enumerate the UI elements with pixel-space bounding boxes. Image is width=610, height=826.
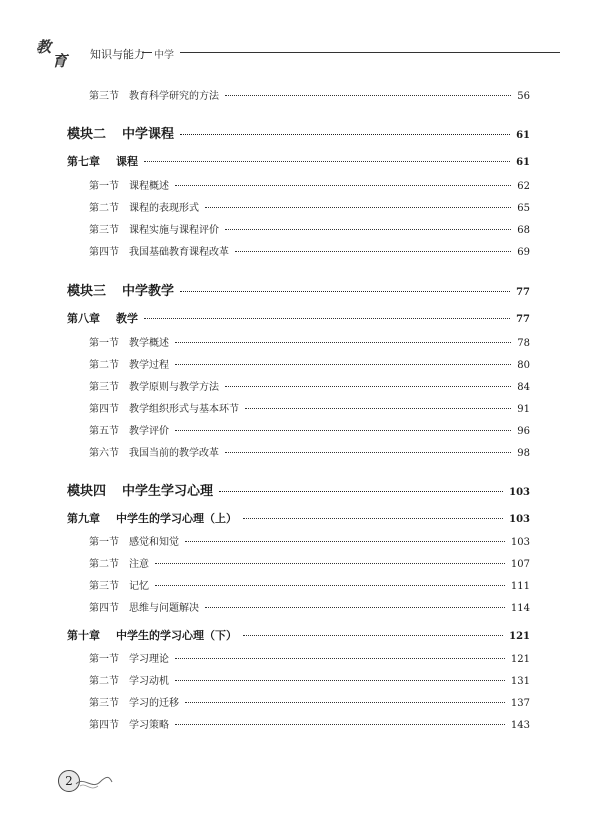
toc-label: 第六节 我国当前的教学改革	[89, 448, 219, 459]
dot-leader	[243, 635, 503, 636]
toc-page-number: 78	[517, 338, 530, 349]
toc-label: 第二节 教学过程	[89, 360, 169, 371]
toc-label: 第三节 课程实施与课程评价	[89, 225, 219, 236]
toc-label: 模块四 中学生学习心理	[67, 484, 214, 499]
toc-section-row[interactable]	[89, 652, 530, 668]
toc-page-number: 69	[517, 247, 530, 258]
toc-section-row[interactable]	[89, 402, 530, 418]
toc-chapter-row[interactable]	[67, 154, 530, 170]
flourish-ornament	[74, 770, 114, 794]
toc-section-row[interactable]	[89, 601, 530, 617]
toc-section-row[interactable]	[89, 336, 530, 352]
toc-page-number: 114	[510, 603, 530, 614]
toc-module-row[interactable]	[67, 484, 530, 500]
dot-leader	[205, 207, 511, 208]
toc-section-row[interactable]	[89, 535, 530, 551]
toc-page-number: 143	[510, 720, 530, 731]
dot-leader	[185, 702, 505, 703]
toc-page-number: 56	[517, 91, 530, 102]
toc-section-row[interactable]	[89, 223, 530, 239]
toc-label: 第二节 注意	[89, 559, 149, 570]
dot-leader	[225, 452, 511, 453]
dot-leader	[245, 408, 511, 409]
dot-leader	[175, 364, 511, 365]
toc-label: 第四节 我国基础教育课程改革	[89, 247, 229, 258]
toc-section-row[interactable]	[89, 718, 530, 734]
toc-page-number: 77	[516, 287, 530, 298]
dot-leader	[205, 607, 505, 608]
toc-label: 第三节 学习的迁移	[89, 698, 179, 709]
dot-leader	[155, 563, 505, 564]
toc-section-row[interactable]	[89, 245, 530, 261]
toc-label: 第三节 教育科学研究的方法	[89, 91, 219, 102]
toc-label: 第九章 中学生的学习心理（上）	[67, 512, 237, 525]
logo-char-1: 教	[36, 38, 51, 56]
dot-leader	[219, 491, 503, 492]
toc-module-row[interactable]	[67, 284, 530, 300]
toc-label: 第七章 课程	[67, 155, 138, 168]
toc-page-number: 121	[510, 654, 530, 665]
toc-page-number: 111	[510, 581, 530, 592]
dot-leader	[180, 291, 510, 292]
dot-leader	[175, 658, 505, 659]
toc-page-number: 77	[516, 314, 530, 325]
toc-page-number: 107	[510, 559, 530, 570]
page-footer	[48, 768, 118, 798]
logo-char-2: 育	[52, 52, 67, 70]
header-divider	[142, 52, 152, 53]
toc-label: 第二节 课程的表现形式	[89, 203, 199, 214]
dot-leader	[175, 680, 505, 681]
header-title: 知识与能力	[90, 48, 145, 61]
toc-page-number: 131	[510, 676, 530, 687]
toc-section-row[interactable]	[89, 696, 530, 712]
logo	[34, 38, 86, 72]
dot-leader	[175, 342, 511, 343]
toc-section-row[interactable]	[89, 380, 530, 396]
toc-label: 第四节 学习策略	[89, 720, 169, 731]
toc-page-number: 98	[517, 448, 530, 459]
header-rule	[180, 52, 560, 53]
toc-label: 第二节 学习动机	[89, 676, 169, 687]
running-header	[30, 36, 540, 76]
dot-leader	[175, 185, 511, 186]
toc-page-number: 61	[516, 130, 530, 141]
toc-page-number: 121	[509, 631, 530, 642]
toc-label: 第一节 课程概述	[89, 181, 169, 192]
toc-chapter-row[interactable]	[67, 628, 530, 644]
toc-section-row[interactable]	[89, 579, 530, 595]
toc-module-row[interactable]	[67, 127, 530, 143]
toc-section-row[interactable]	[89, 446, 530, 462]
toc-section-row[interactable]	[89, 424, 530, 440]
toc-page-number: 103	[509, 514, 530, 525]
toc-page-number: 61	[516, 157, 530, 168]
dot-leader	[144, 318, 510, 319]
toc-label: 第一节 感觉和知觉	[89, 537, 179, 548]
dot-leader	[144, 161, 510, 162]
dot-leader	[225, 386, 511, 387]
dot-leader	[235, 251, 511, 252]
toc-label: 第十章 中学生的学习心理（下）	[67, 629, 237, 642]
toc-label: 第四节 教学组织形式与基本环节	[89, 404, 239, 415]
toc-page-number: 62	[517, 181, 530, 192]
page-number: 2	[58, 770, 80, 792]
toc-chapter-row[interactable]	[67, 311, 530, 327]
toc-label: 第一节 学习理论	[89, 654, 169, 665]
dot-leader	[185, 541, 505, 542]
toc-label: 第五节 教学评价	[89, 426, 169, 437]
toc-page-number: 103	[509, 487, 530, 498]
toc-page-number: 91	[517, 404, 530, 415]
dot-leader	[225, 95, 511, 96]
toc-page-number: 65	[517, 203, 530, 214]
dot-leader	[175, 430, 511, 431]
toc-section-row[interactable]	[89, 674, 530, 690]
toc-label: 第八章 教学	[67, 312, 138, 325]
toc-section-row[interactable]	[89, 557, 530, 573]
dot-leader	[243, 518, 503, 519]
dot-leader	[225, 229, 511, 230]
toc-label: 第四节 思维与问题解决	[89, 603, 199, 614]
toc-label: 第一节 教学概述	[89, 338, 169, 349]
toc-label: 第三节 教学原则与教学方法	[89, 382, 219, 393]
toc-page-number: 137	[510, 698, 530, 709]
toc-section-row[interactable]	[89, 179, 530, 195]
header-subtitle: 中学	[154, 50, 174, 61]
toc-label: 模块三 中学教学	[67, 284, 175, 299]
toc-page-number: 96	[517, 426, 530, 437]
toc-section-row[interactable]	[89, 201, 530, 217]
dot-leader	[175, 724, 505, 725]
toc-page-number: 84	[517, 382, 530, 393]
toc-page-number: 103	[510, 537, 530, 548]
toc-label: 模块二 中学课程	[67, 127, 175, 142]
toc-section-row[interactable]	[89, 358, 530, 374]
dot-leader	[155, 585, 505, 586]
toc-chapter-row[interactable]	[67, 511, 530, 527]
toc-label: 第三节 记忆	[89, 581, 149, 592]
toc-section-row[interactable]	[89, 89, 530, 105]
toc-page-number: 68	[517, 225, 530, 236]
dot-leader	[180, 134, 510, 135]
toc-page-number: 80	[517, 360, 530, 371]
